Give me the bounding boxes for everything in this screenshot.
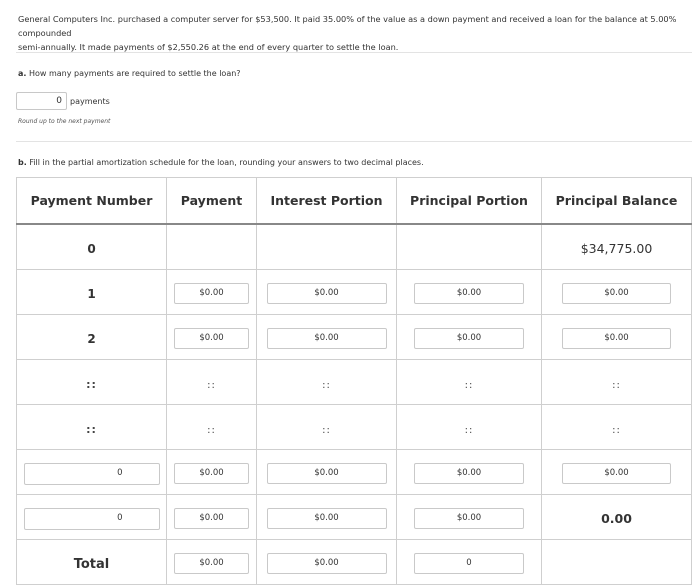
payment-number-input[interactable]: 0 (24, 508, 160, 530)
balance-input[interactable]: $0.00 (562, 463, 671, 484)
total-payment-input[interactable]: $0.00 (174, 553, 249, 574)
table-row-total (17, 540, 692, 585)
question-b (18, 158, 424, 167)
empty-cell (397, 224, 542, 270)
payments-unit-label: payments (70, 97, 110, 106)
payments-count-input[interactable]: 0 (16, 92, 67, 110)
ellipsis-marker: :: (322, 379, 331, 391)
payment-input[interactable]: $0.00 (174, 283, 249, 304)
empty-cell (167, 224, 257, 270)
interest-input[interactable]: $0.00 (267, 463, 387, 484)
payment-input[interactable]: $0.00 (174, 463, 249, 484)
table-header-row (17, 178, 692, 225)
total-label: Total (73, 556, 110, 572)
ellipsis-marker: :: (612, 379, 621, 391)
problem-line-1: General Computers Inc. purchased a computer server for $53,500. It paid 35.00% of the value as a down payment and received a loan for the balance at 5.00% compounded (18, 14, 677, 38)
problem-statement (18, 12, 683, 54)
question-b-prefix: b. (18, 158, 27, 167)
ellipsis-marker: :: (612, 424, 621, 436)
ellipsis-marker: :: (86, 377, 97, 391)
question-a-text: How many payments are required to settle the loan? (28, 69, 241, 78)
principal-input[interactable]: $0.00 (414, 328, 524, 349)
header-principal-balance: Principal Balance (542, 178, 692, 225)
ellipsis-marker: :: (207, 379, 216, 391)
total-principal-input[interactable]: 0 (414, 553, 524, 574)
question-a-prefix: a. (18, 69, 27, 78)
ellipsis-marker: :: (322, 424, 331, 436)
balance-input[interactable]: $0.00 (562, 283, 671, 304)
problem-line-2: semi-annually. It made payments of $2,550.26 at the end of every quarter to settle the loan. (18, 42, 399, 52)
interest-input[interactable]: $0.00 (267, 328, 387, 349)
final-balance-value: 0.00 (601, 510, 632, 526)
principal-input[interactable]: $0.00 (414, 463, 524, 484)
ellipsis-marker: :: (464, 424, 474, 436)
payment-input[interactable]: $0.00 (174, 328, 249, 349)
balance-input[interactable]: $0.00 (562, 328, 671, 349)
table-row (17, 224, 692, 270)
total-interest-input[interactable]: $0.00 (267, 553, 387, 574)
ellipsis-marker: :: (207, 424, 216, 436)
table-row (17, 495, 692, 540)
principal-balance-value: $34,775.00 (580, 240, 653, 256)
payment-input[interactable]: $0.00 (174, 508, 249, 529)
principal-input[interactable]: $0.00 (414, 283, 524, 304)
table-row (17, 270, 692, 315)
ellipsis-marker: :: (464, 379, 474, 391)
question-b-text: Fill in the partial amortization schedule for the loan, rounding your answers to two decimal places. (29, 158, 424, 167)
payment-number: 1 (87, 286, 96, 301)
principal-input[interactable]: $0.00 (414, 508, 524, 529)
rounding-note: Round up to the next payment (18, 118, 111, 125)
header-payment: Payment (167, 178, 257, 225)
table-row (17, 315, 692, 360)
payment-number: 2 (87, 331, 96, 346)
ellipsis-marker: :: (86, 422, 97, 436)
payment-number-input[interactable]: 0 (24, 463, 160, 485)
divider (16, 52, 692, 53)
header-principal-portion: Principal Portion (397, 178, 542, 225)
amortization-table (16, 177, 692, 585)
interest-input[interactable]: $0.00 (267, 508, 387, 529)
header-payment-number: Payment Number (17, 178, 167, 225)
header-interest-portion: Interest Portion (257, 178, 397, 225)
divider (16, 141, 692, 142)
question-a (18, 69, 241, 78)
table-row (17, 450, 692, 495)
payment-number: 0 (87, 241, 96, 256)
interest-input[interactable]: $0.00 (267, 283, 387, 304)
empty-cell (542, 540, 692, 585)
table-row-ellipsis (17, 360, 692, 405)
table-row-ellipsis (17, 405, 692, 450)
empty-cell (257, 224, 397, 270)
